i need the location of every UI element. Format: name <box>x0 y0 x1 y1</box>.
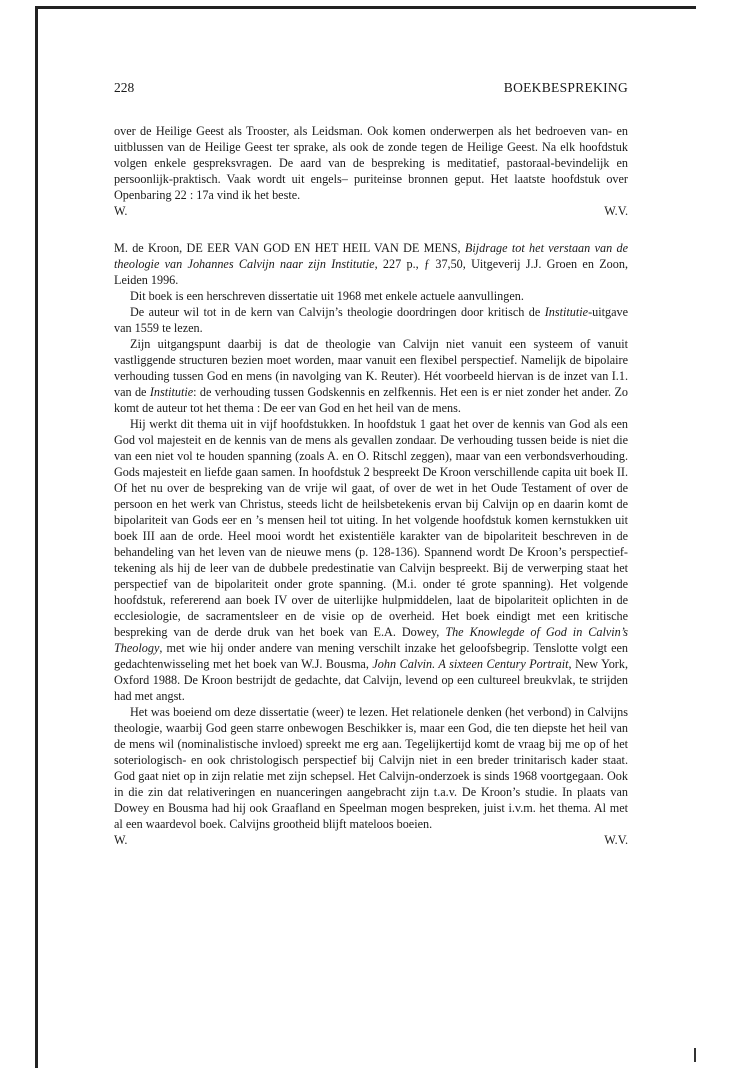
paragraph-4: Hij werkt dit thema uit in vijf hoofdstukken. In hoofdstuk 1 gaat het over de kennis van God als een God vol majesteit en de kennis van de mens als gevallen zondaar. De verhouding tussen beide is niet die van een niet vol te houden spanning (zoals A. en O. Ritschl zeggen), maar van een verbondsverhouding. Gods majesteit en liefde gaan samen. In hoofdstuk 2 bespreekt De Kroon verschillende capita uit boek II. Of het nu over de bespreking van de vrije wil gaat, of over de wet in het Oude Testament of over de persoon en het werk van Christus, steeds licht de heilsbetekenis ervan bij Calvijn op en daarin komt de bipolariteit van Gods eer en ’s mensen heil tot uiting. In het volgende hoofdstuk komen kernstukken uit boek III aan de orde. Heel mooi wordt het existentiële karakter van de bipolariteit beschreven in de behandeling van het leven van de nieuwe mens (p. 128-136). Spannend wordt De Kroon’s perspectief-tekening als hij de leer van de dubbele predestinatie van Calvijn bespreekt. Bij de verwerping staat het perspectief van de bipolariteit onder grote spanning. (M.i. onder té grote spanning). Het volgende hoofdstuk, refererend aan boek IV over de uiterlijke hulpmiddelen, laat de bipolariteit oplichten in de ecclesiologie, de sacramentsleer en de visie op de overheid. Het boek eindigt met een kritische bespreking van de derde druk van het boek van E.A. Dowey, The Knowlegde of God in Calvin’s Theology, met wie hij onder andere van mening verschilt inzake het geloofsbegrip. Tenslotte volgt een gedachtenwisseling met het boek van W.J. Bousma, John Calvin. A sixteen Century Portrait, New York, Oxford 1988. De Kroon bestrijdt de gedachte, dat Calvijn, levend op een cultureel breukvlak, te strijden had met angst. <box>114 417 628 703</box>
paragraph-2: De auteur wil tot in de kern van Calvijn’s theologie doordringen door kritisch de Institutie-uitgave van 1559 te lezen. <box>114 305 628 335</box>
page-number: 228 <box>114 80 135 95</box>
paragraph-3: Zijn uitgangspunt daarbij is dat de theologie van Calvijn niet vanuit een systeem of vanuit vastliggende structuren bezien moet worden, maar vanuit een flexibel perspectief. Namelijk de bipolaire verhouding tussen God en mens (in navolging van K. Reuter). Hét voorbeeld hiervan is de inzet van I.1. van de Institutie: de verhouding tussen Godskennis en zelfkennis. Het een is er niet zonder het ander. Zo komt de auteur tot het thema : De eer van God en het heil van de mens. <box>114 337 628 415</box>
signature-left: W. <box>114 204 128 218</box>
review2-signature <box>114 832 628 848</box>
page-edge-right-stub <box>694 1048 696 1062</box>
paragraph-5: Het was boeiend om deze dissertatie (weer) te lezen. Het relationele denken (het verbond) in Calvijns theologie, waarbij God geen starre onbewogen Beschikker is, maar een God, die ten diepste het heil van de mens wil (nominalistische invloed) spreekt me erg aan. Tegelijkertijd komt de vraag bij me op of het soteriologisch- en ook christologisch perspectief bij Calvijn niet in een breder trinitarisch kader staat. God gaat niet op in zijn relatie met zijn schepsel. Het Calvijn-onderzoek is sinds 1968 voortgegaan. Ook in die zin dat relativeringen en nuanceringen aangebracht zijn t.a.v. De Kroon’s studie. In plaats van Dowey en Bousma had hij ook Graafland en Speelman mogen bespreken, juist i.v.m. het thema. Al met al een waardevol boek. Calvijns grootheid blijft mateloos boeien. <box>114 705 628 831</box>
page-body <box>114 123 628 848</box>
signature-right: W.V. <box>604 833 628 847</box>
signature-right: W.V. <box>604 204 628 218</box>
review1-signature <box>114 203 628 219</box>
paragraph-1: Dit boek is een herschreven dissertatie uit 1968 met enkele actuele aanvullingen. <box>130 289 524 303</box>
signature-left: W. <box>114 833 128 847</box>
citation-subtitle: Bijdrage tot het verstaan van de theologie van Johannes Calvijn naar zijn Institutie <box>114 241 628 271</box>
citation-author-title: M. de Kroon, DE EER VAN GOD EN HET HEIL VAN DE MENS, <box>114 241 461 255</box>
page-edge-top <box>36 6 696 9</box>
running-head: BOEKBESPREKING <box>503 80 628 95</box>
page-edge-left <box>35 6 38 1068</box>
review1-text: over de Heilige Geest als Trooster, als Leidsman. Ook komen onderwerpen als het bedroeven van- en uitblussen van de Heilige Geest ter sprake, als ook de zonde tegen de Heilige Geest. Na elk hoofdstuk volgen enkele gespreksvragen. De aard van de bespreking is meditatief, pastoraal-bevindelijk en persoonlijk-praktisch. Vaak wordt uit engels– puriteinse bronnen geput. Het laatste hoofdstuk over Openbaring 22 : 17a vind ik het beste. <box>114 124 628 202</box>
book-citation <box>114 240 628 288</box>
citation-details: , 227 p., ƒ 37,50, Uitgeverij J.J. Groen en Zoon, Leiden 1996. <box>114 257 628 287</box>
